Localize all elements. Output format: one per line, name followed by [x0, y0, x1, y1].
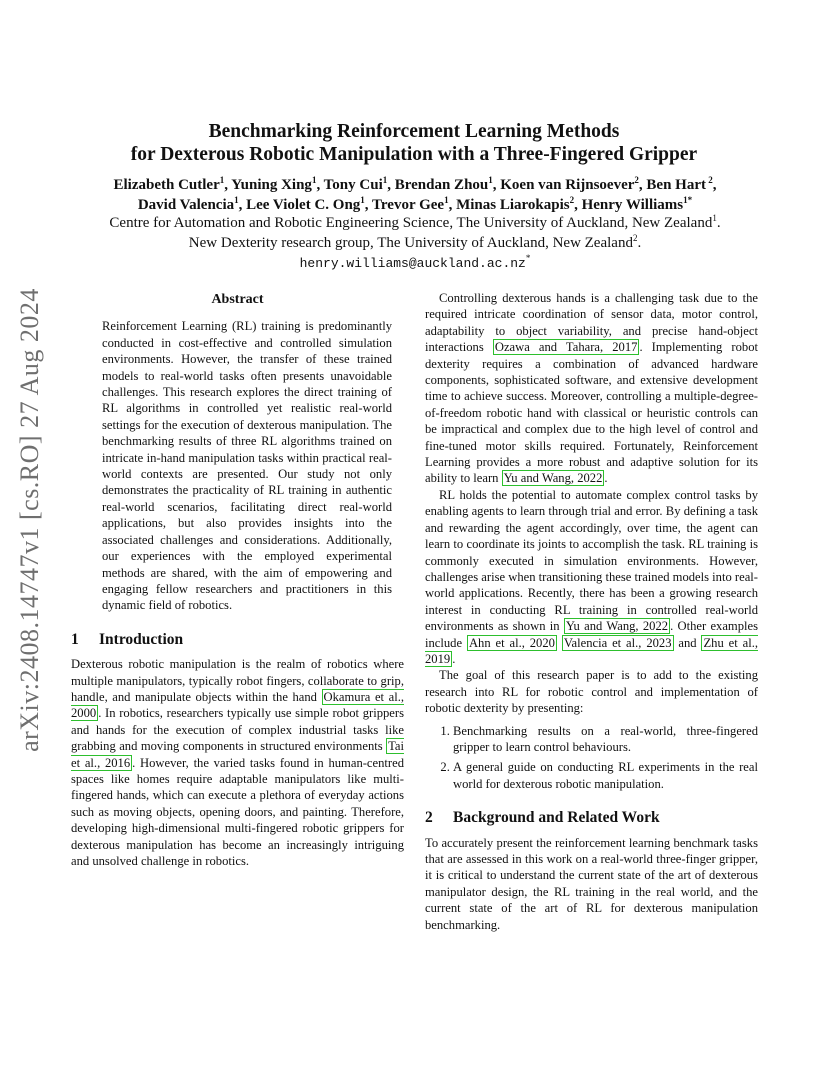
author-name: Yuning Xing — [231, 177, 312, 193]
list-item: 2. A general guide on conducting RL experiments in the real world for dexterous robotic manipulation. — [453, 759, 758, 792]
author-list — [20, 175, 810, 215]
section-heading-introduction: 1 Introduction — [71, 630, 184, 648]
citation-link[interactable]: Tai et al., 2016 — [71, 739, 404, 770]
citation-link[interactable]: Yu and Wang, 2022 — [565, 619, 669, 634]
paper-title — [0, 120, 828, 166]
body-paragraph: To accurately present the reinforcement learning benchmark tasks that are assessed in this work on a real-world three-finger gripper, it is critical to understand the current state of the art of dexterous manipulator design, the RL training in the real world, and the current state of the art of RL for dexterous manipulation benchmarking. — [425, 835, 758, 932]
contribution-list — [425, 723, 758, 793]
citation-link[interactable]: Zhu et al., 2019 — [425, 635, 758, 666]
citation-link[interactable]: Ahn et al., 2020 — [468, 635, 555, 650]
author-name: Minas Liarokapis — [456, 197, 570, 213]
abstract-heading: Abstract — [211, 292, 264, 307]
abstract-text: Reinforcement Learning (RL) training is predominantly conducted in cost-effective and controlled simulation environments. However, the transfer of these trained models to real-world tasks often presents unavoidable challenges. This research explores the direct training of RL algorithms in controlled yet realistic real-world settings for the execution of dexterous manipulation. The benchmarking results of three RL algorithms trained on intricate in-hand manipulation tasks within practical real-world contexts are presented. Our study not only demonstrates the practicality of RL training in authentic real-world scenarios, facilitating direct real-world applications, but also provides insights into the associated challenges and considerations. Additionally, our experiences with the employed experimental methods are shared, with the aim of empowering and engaging fellow researchers and practitioners in this dynamic field of robotics. — [102, 319, 392, 613]
body-paragraph: Controlling dexterous hands is a challenging task due to the required intricate coordination of sensor data, motor control, adaptability to object variability, and precise hand-object interactions Ozawa and Tahara, 2017 . Implementing robot dexterity requires a combination of advanced hardware components, sophisticated software, and extensive development time to achieve success. Moreover, controlling a multiple-degree-of-freedom robotic hand with classical or heuristic controls can be impractical and complex due to the high level of control and fine-tuned motor skills required. Fortunately, Reinforcement Learning provides a more robust and adaptive solution for its ability to learn Yu and Wang, 2022 . — [425, 291, 758, 486]
citation-link[interactable]: Yu and Wang, 2022 — [503, 471, 603, 486]
citation-link[interactable]: Okamura et al., 2000 — [71, 689, 404, 721]
title-line-2: for Dexterous Robotic Manipulation with a Three-Fingered Gripper — [130, 144, 698, 165]
arxiv-id-text: arXiv:2408.14747v1 [cs.RO] 27 Aug 2024 — [15, 288, 45, 752]
affiliation-2: New Dexterity research group, The University of Auckland, New Zealand$^2$. — [188, 233, 642, 251]
author-name: Trevor Gee — [372, 197, 445, 213]
arxiv-side-stamp — [10, 280, 50, 760]
citation-link[interactable]: Valencia et al., 2023 — [563, 635, 672, 650]
citation-link[interactable]: Ozawa and Tahara, 2017 — [494, 340, 638, 355]
introduction-paragraph: Dexterous robotic manipulation is the realm of robotics where multiple manipulators, typically robot fingers, collaborate to grip, handle, and manipulate objects within the hand Okamura et al., 2000 . In robotics, researchers typically use simple robot grippers and hands for the execution of complex industrial tasks like grabbing and moving components in structured environments Tai et al., 2016 . However, the varied tasks found in human-centred spaces like homes require adaptable manipulators like multi-fingered hands, which can execute a plethora of everyday actions such as moving objects, opening doors, and painting. Therefore, developing high-dimensional multi-fingered robotic grippers for dexterous manipulation has become an increasingly intriguing and unsolved challenge in robotics. — [71, 657, 404, 868]
affiliation-1: Centre for Automation and Robotic Engineering Science, The University of Auckland, New Zealand$^1$. — [109, 213, 721, 231]
author-name: Brendan Zhou — [394, 177, 489, 193]
section-heading-background: 2 Background and Related Work — [425, 809, 660, 827]
author-name: Ben Hart — [646, 177, 706, 193]
title-line-1: Benchmarking Reinforcement Learning Methods — [208, 121, 620, 142]
author-name: David Valencia — [137, 197, 235, 213]
author-name: Koen van Rijnsoever — [500, 177, 635, 193]
body-paragraph: RL holds the potential to automate complex control tasks by enabling agents to learn through trial and error. By defining a task and rewarding the agent accordingly, over time, the agent can learn to coordinate its joints to accomplish the task. RL training is commonly executed in simulation environments. However, challenges arise when transitioning these trained models into real-world applications. Recently, there has been a growing research interest in conducting RL training in controlled real-world environments as shown in Yu and Wang, 2022 . Other examples include Ahn et al., 2020 Valencia et al., 2023 and Zhu et al., 2019 . — [425, 487, 759, 666]
left-column — [71, 290, 404, 869]
affiliations — [20, 213, 810, 274]
list-item: 1. Benchmarking results on a real-world, three-fingered gripper to learn control behaviours. — [453, 723, 758, 756]
body-paragraph: The goal of this research paper is to add to the existing research into RL for robotic control and implementation of robotic dexterity by presenting: — [425, 668, 758, 716]
author-name: Lee Violet C. Ong — [246, 197, 361, 213]
right-column — [425, 290, 758, 933]
author-name: Henry Williams — [581, 197, 684, 213]
author-name: Tony Cui — [323, 177, 383, 193]
author-line-1: Elizabeth Cutler$^1$, Yuning Xing$^1$, Tony Cui$^1$, Brendan Zhou$^1$, Koen van Rijnsoever$^2$, Ben Hart $^2$, — [113, 175, 717, 193]
contact-email[interactable]: henry.williams@auckland.ac.nz* — [299, 253, 531, 271]
author-line-2: David Valencia$^1$, Lee Violet C. Ong$^1$, Trevor Gee$^1$, Minas Liarokapis$^2$, Henry Williams$^{1*}$ — [137, 195, 693, 213]
author-name: Elizabeth Cutler — [113, 177, 220, 193]
